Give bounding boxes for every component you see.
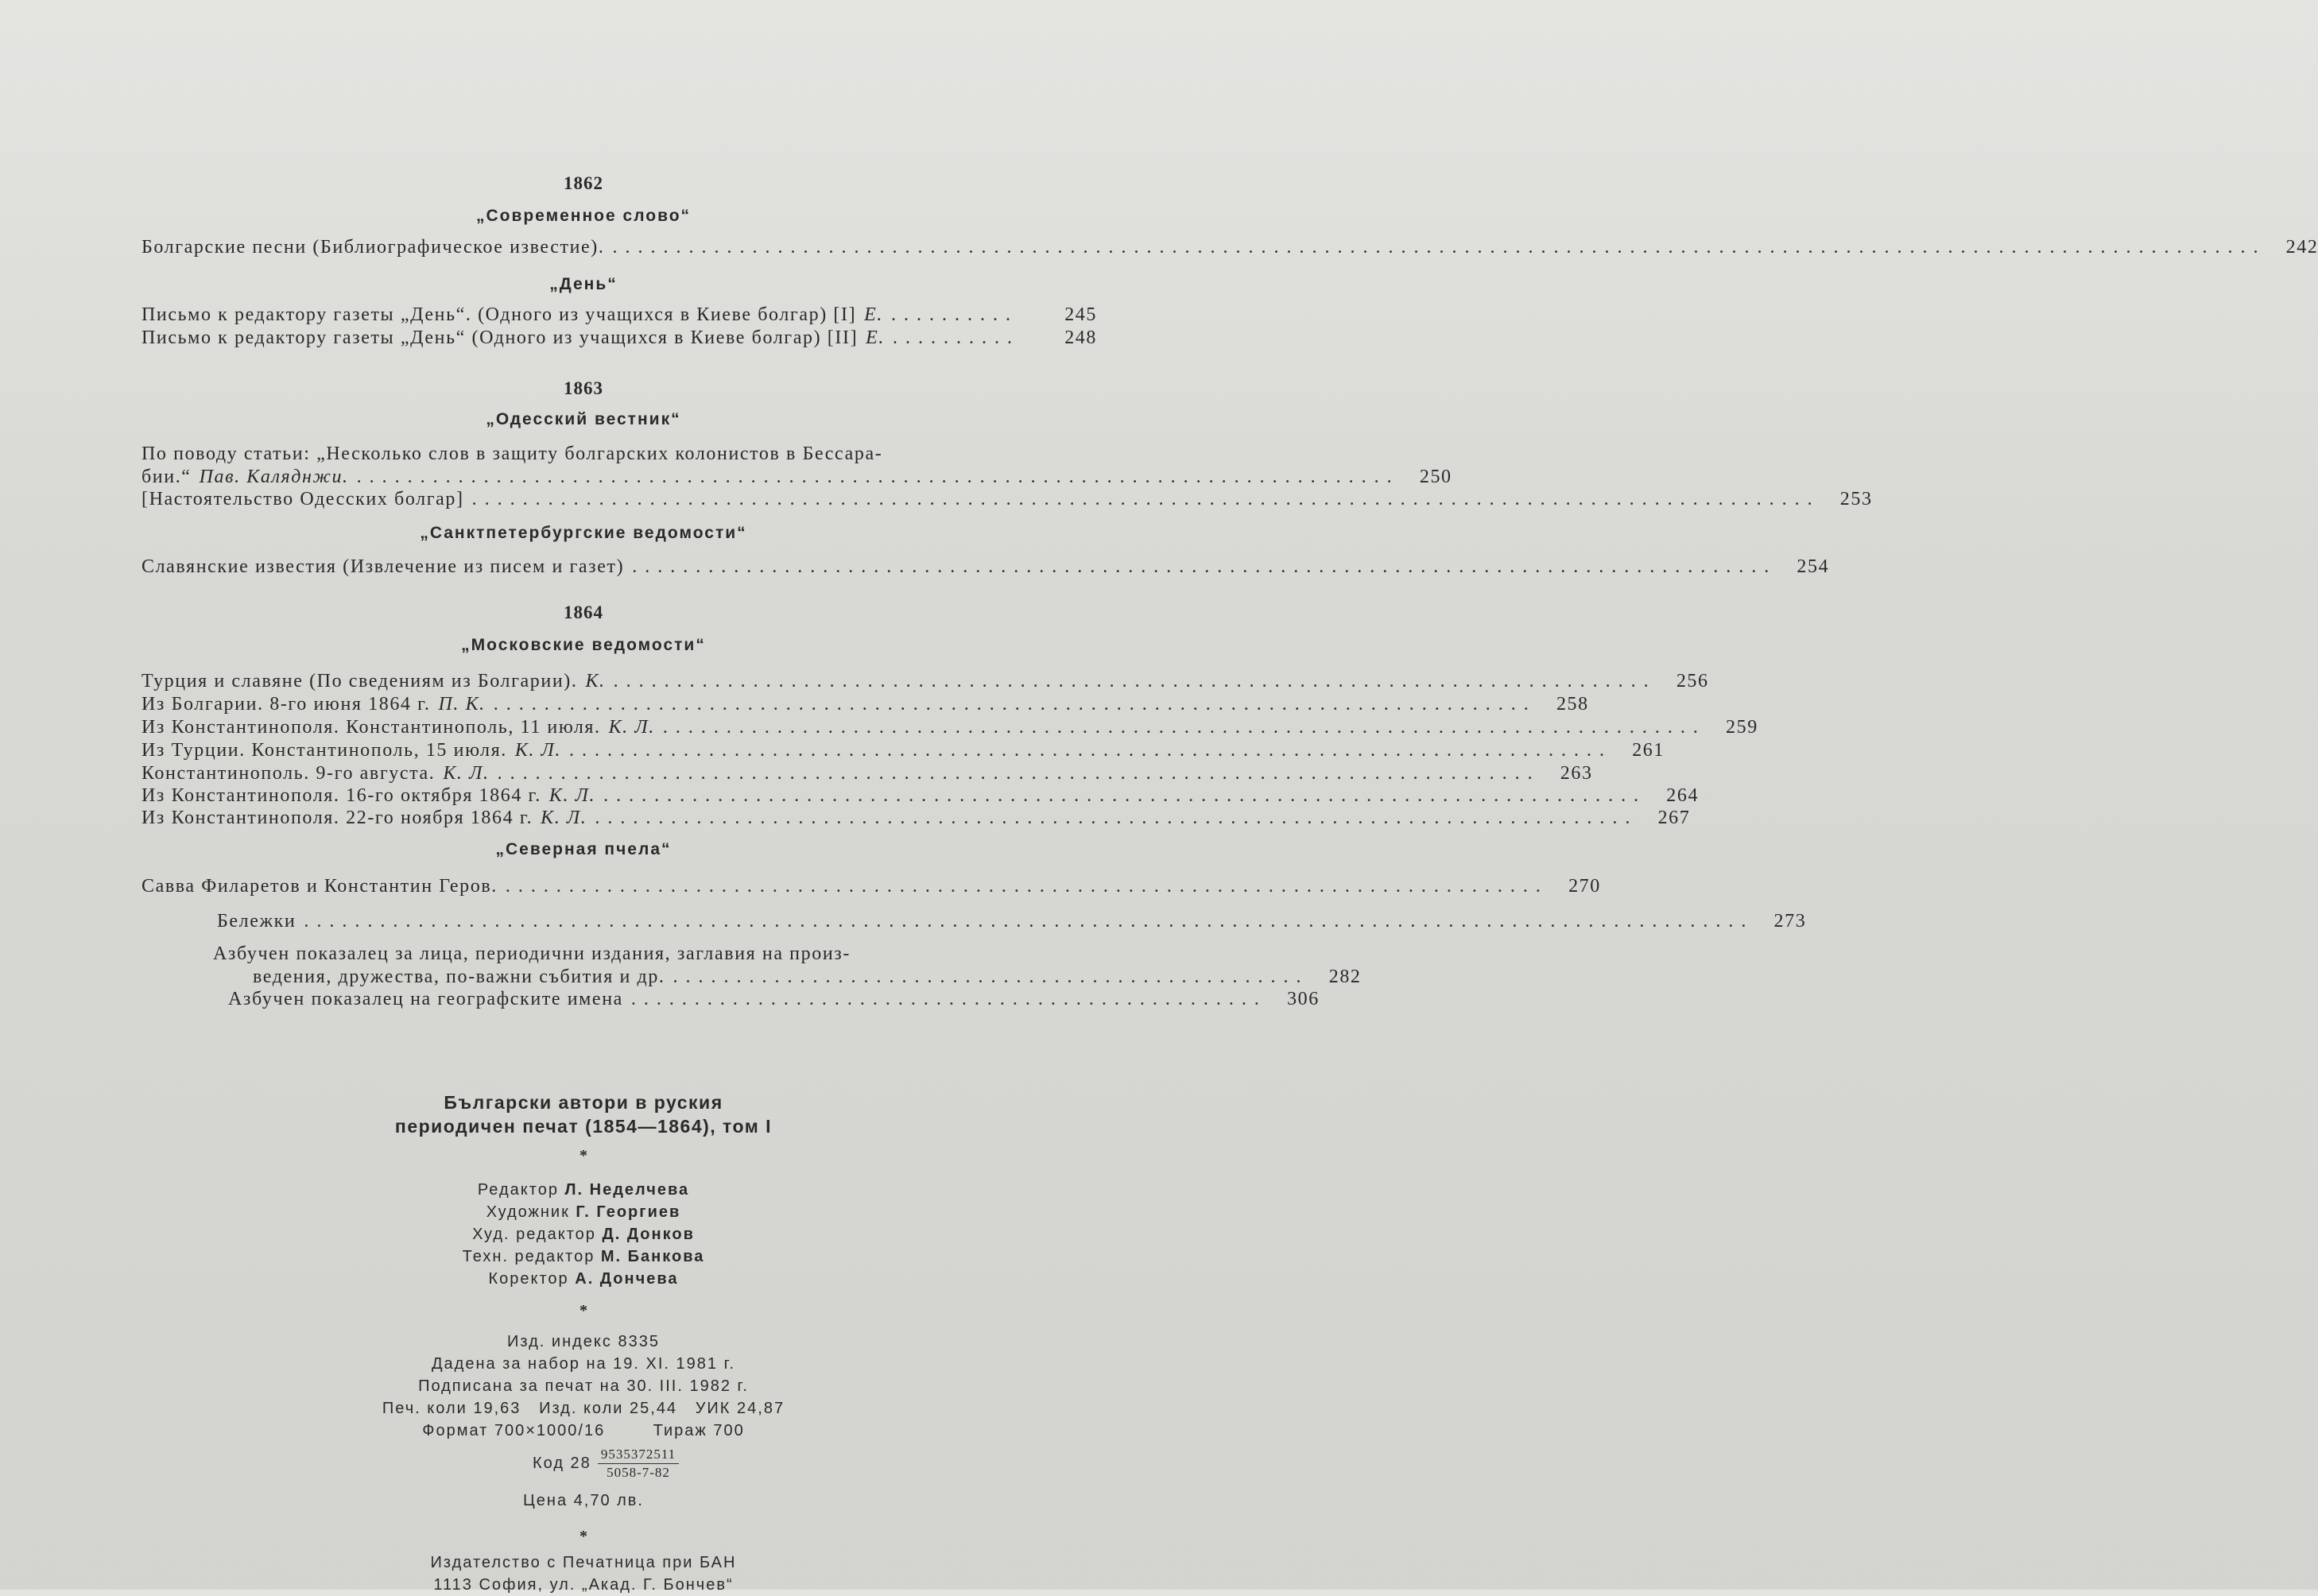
entry-page: 245 [1064,304,1097,325]
toc-entry[interactable] [141,875,1601,898]
separator-star: * [580,1147,587,1164]
book-title-line1: Български автори в руския [444,1092,723,1113]
toc-entry[interactable] [141,236,2318,259]
entry-title: Славянские известия (Извлечение из писем и газет) [141,556,625,577]
leader-dots: .................................................................................................................................. [612,237,2266,258]
credits-block [0,1179,1167,1290]
year-heading-1864: 1864 [564,602,603,622]
price: Цена 4,70 лв. [523,1492,644,1509]
entry-author: Е. [866,327,886,348]
leader-dots: .................................................. [630,989,1267,1009]
code-numerator: 9535372511 [598,1447,679,1464]
entry-author: К. [585,671,606,691]
leader-dots: .................................................................................. [613,671,1657,691]
leader-dots: .......... [893,327,1021,348]
entry-page: 259 [1726,717,1758,738]
entry-title: Бележки [217,911,297,932]
entry-page: 263 [1560,763,1593,784]
book-title-line2: периодичен печат (1854—1864), том I [394,1116,773,1137]
publisher-line: Издателство с Печатница при БАН [430,1554,737,1571]
year-heading-1862: 1862 [564,173,603,193]
separator-star: * [580,1302,587,1319]
entry-page: 267 [1657,808,1691,828]
entry-author: К. Л. [514,740,562,761]
entry-title: Константинополь. 9-го августа. [141,763,436,784]
leader-dots: .................................................................................. [356,467,1400,487]
publication-heading: „Одесский вестник“ [486,410,681,428]
imprint-block [0,1331,1167,1442]
entry-title: Из Константинополя. 16-го октября 1864 г. [141,785,541,806]
year-heading-1863: 1863 [564,378,603,398]
credit-name: Г. Георгиев [576,1203,681,1221]
toc-entry[interactable] [141,693,1589,716]
credit-role: Художник [486,1203,570,1221]
toc-entry[interactable] [141,739,1665,762]
toc-entry-geo-index[interactable] [228,988,1320,1011]
toc-entry[interactable] [141,443,1452,489]
entry-author: П. К. [438,694,486,715]
separator-star: * [580,1528,587,1545]
entry-title: Турция и славяне (По сведениям из Болгарии). [141,671,578,691]
imprint-line: Формат 700×1000/16 Тираж 700 [422,1422,745,1439]
book-title [0,1090,1167,1138]
credit-line [0,1201,1167,1223]
credit-line [0,1268,1167,1290]
entry-title: Из Константинополя. 22-го ноября 1864 г. [141,808,533,828]
leader-dots: .................................................................................. [569,740,1613,761]
imprint-line: Печ. коли 19,63 Изд. коли 25,44 УИК 24,87 [382,1400,785,1417]
leader-dots: .................................................. [673,967,1309,987]
entry-title: Из Константинополя. Константинополь, 11 июля. [141,717,601,738]
imprint-line: Подписана за печат на 30. III. 1982 г. [418,1377,749,1395]
leader-dots: .......... [891,304,1019,325]
entry-page: 261 [1632,740,1665,761]
entry-title-line1: Азбучен показалец за лица, периодични издания, заглавия на произ- [213,943,851,964]
entry-page: 250 [1419,467,1452,487]
toc-entry-notes[interactable] [217,910,1807,933]
toc-entry-index[interactable] [213,943,1362,989]
publication-heading: „Санктпетербургские ведомости“ [420,524,747,542]
leader-dots: .......................................................................................................... [471,489,1820,509]
entry-page: 264 [1666,785,1700,806]
entry-title: Азбучен показалец на географските имена [228,989,623,1009]
leader-dots: .................................................................................. [603,785,1647,806]
entry-author: К. Л. [548,785,596,806]
credit-name: М. Банкова [600,1248,705,1265]
entry-title: бии.“ [141,467,192,487]
imprint-line: Дадена за набор на 19. XI. 1981 г. [431,1355,735,1373]
imprint-line: Изд. индекс 8335 [507,1333,660,1350]
toc-entry[interactable] [141,304,1097,327]
entry-author: К. Л. [608,717,655,738]
entry-page: 242 [2285,237,2318,258]
entry-title: Болгарские песни (Библиографическое известие). [141,237,605,258]
toc-entry[interactable] [141,784,1700,808]
toc-entry[interactable] [141,556,1830,579]
entry-page: 258 [1556,694,1589,715]
credit-line [0,1179,1167,1201]
credit-name: Д. Донков [602,1226,695,1243]
credit-name: Л. Неделчева [564,1181,690,1199]
credit-role: Худ. редактор [472,1226,596,1243]
credit-role: Коректор [488,1270,569,1288]
entry-page: 306 [1287,989,1320,1009]
credit-role: Техн. редактор [462,1248,595,1265]
code-block [533,1447,679,1481]
toc-entry[interactable] [141,762,1593,785]
entry-author: К. Л. [443,763,490,784]
entry-page: 254 [1797,556,1830,577]
leader-dots: .................................................................................. [505,876,1549,897]
entry-title: Из Турции. Константинополь, 15 июля. [141,740,507,761]
toc-entry[interactable] [141,488,1873,511]
entry-page: 253 [1839,489,1873,509]
entry-title: ведения, дружества, по-важни събития и др. [253,967,665,987]
entry-page: 248 [1064,327,1097,348]
publication-heading: „День“ [549,275,618,293]
credit-name: А. Дончева [575,1270,679,1288]
toc-entry[interactable] [141,670,1709,693]
publication-heading: „Северная пчела“ [495,840,672,858]
credit-line [0,1245,1167,1268]
credit-role: Редактор [477,1181,559,1199]
entry-title: Письмо к редактору газеты „День“. (Одного из учащихся в Киеве болгар) [I] [141,304,857,325]
entry-page: 256 [1676,671,1709,691]
publisher-block [0,1551,1167,1596]
leader-dots: .................................................................................. [662,717,1706,738]
code-fraction [598,1447,679,1481]
code-label: Код 28 [533,1455,591,1472]
publisher-line: 1113 София, ул. „Акад. Г. Бончев“ [433,1576,734,1594]
entry-author: К. Л. [541,808,587,828]
entry-page: 282 [1328,967,1362,987]
entry-title: Из Болгарии. 8-го июня 1864 г. [141,694,431,715]
credit-line [0,1223,1167,1245]
leader-dots: .......................................................................................... [632,556,1777,577]
publication-heading: „Московские ведомости“ [461,636,706,654]
leader-dots: .................................................................................. [497,763,1541,784]
leader-dots: .................................................................................. [595,808,1638,828]
toc-entry[interactable] [141,807,1691,830]
entry-page: 273 [1773,911,1807,932]
toc-entry[interactable] [141,716,1758,739]
leader-dots: .................................................................................. [493,694,1537,715]
entry-title: Савва Филаретов и Константин Геров. [141,876,498,897]
entry-title-line1: По поводу статьи: „Несколько слов в защиту болгарских колонистов в Бессара- [141,444,883,464]
entry-title: Письмо к редактору газеты „День“ (Одного из учащихся в Киеве болгар) [II] [141,327,859,348]
entry-author: Е. [864,304,884,325]
entry-author: Пав. Каляднжи. [199,467,349,487]
entry-title: [Настоятельство Одесских болгар] [141,489,464,509]
publication-heading: „Современное слово“ [475,207,692,225]
entry-page: 270 [1568,876,1601,897]
leader-dots: .................................................................................................................. [304,911,1754,932]
code-denominator: 5058-7-82 [607,1465,670,1480]
toc-entry[interactable] [141,327,1097,350]
